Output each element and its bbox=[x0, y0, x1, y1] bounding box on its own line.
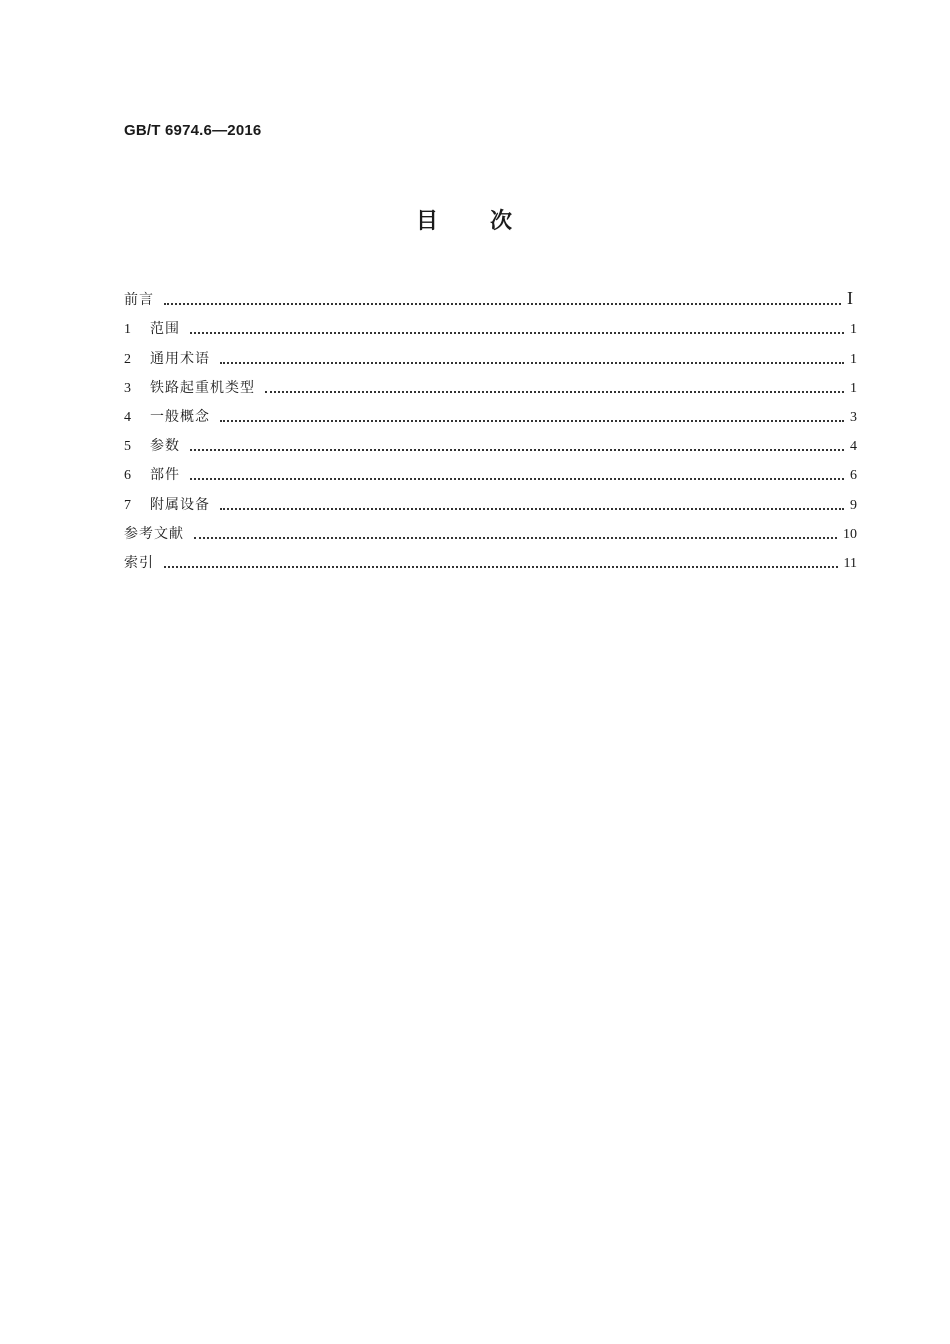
toc-label: 部件 bbox=[150, 467, 180, 484]
toc-entry-1[interactable] bbox=[124, 309, 857, 338]
toc-leader-dots bbox=[190, 478, 844, 480]
toc-number: 4 bbox=[124, 409, 131, 425]
toc-label: 参考文献 bbox=[124, 525, 184, 542]
toc-page-number: 11 bbox=[843, 555, 857, 571]
toc-entry-foreword[interactable] bbox=[124, 280, 857, 309]
toc-entry-2[interactable] bbox=[124, 338, 857, 367]
standard-code: GB/T 6974.6—2016 bbox=[124, 122, 262, 139]
toc-page-number: I bbox=[847, 288, 853, 309]
toc-label: 通用术语 bbox=[150, 350, 210, 367]
toc-label: 范围 bbox=[150, 321, 180, 338]
toc-entry-index[interactable] bbox=[124, 543, 857, 572]
toc-leader-dots bbox=[265, 391, 844, 393]
toc-page-number: 9 bbox=[850, 497, 857, 513]
toc-leader-dots bbox=[220, 362, 844, 364]
toc-leader-dots bbox=[220, 420, 844, 422]
page-title: 目次 bbox=[415, 209, 564, 234]
toc-page-number: 10 bbox=[843, 526, 857, 542]
toc-entry-4[interactable] bbox=[124, 397, 857, 426]
toc-leader-dots bbox=[190, 449, 844, 451]
toc-page-number: 1 bbox=[850, 322, 857, 338]
toc-leader-dots bbox=[194, 537, 837, 539]
toc-entry-5[interactable] bbox=[124, 426, 857, 455]
toc-leader-dots bbox=[164, 303, 841, 305]
toc-page-number: 4 bbox=[850, 439, 857, 455]
toc-label: 索引 bbox=[124, 554, 154, 571]
toc-leader-dots bbox=[220, 508, 844, 510]
toc-leader-dots bbox=[190, 332, 844, 334]
table-of-contents bbox=[124, 280, 857, 572]
toc-number: 3 bbox=[124, 380, 131, 396]
toc-label: 附属设备 bbox=[150, 496, 210, 513]
toc-leader-dots bbox=[164, 566, 838, 568]
toc-page-number: 3 bbox=[850, 409, 857, 425]
toc-entry-6[interactable] bbox=[124, 455, 857, 484]
toc-page-number: 1 bbox=[850, 351, 857, 367]
toc-label: 参数 bbox=[150, 438, 180, 455]
toc-label: 铁路起重机类型 bbox=[150, 379, 255, 396]
toc-number: 2 bbox=[124, 351, 131, 367]
toc-entry-references[interactable] bbox=[124, 514, 857, 543]
toc-number: 5 bbox=[124, 439, 131, 455]
toc-number: 7 bbox=[124, 497, 131, 513]
toc-page-number: 1 bbox=[850, 380, 857, 396]
toc-number: 1 bbox=[124, 322, 131, 338]
toc-label: 一般概念 bbox=[150, 408, 210, 425]
toc-number: 6 bbox=[124, 468, 131, 484]
toc-entry-3[interactable] bbox=[124, 368, 857, 397]
toc-label: 前言 bbox=[124, 292, 154, 309]
toc-entry-7[interactable] bbox=[124, 484, 857, 513]
toc-page-number: 6 bbox=[850, 468, 857, 484]
